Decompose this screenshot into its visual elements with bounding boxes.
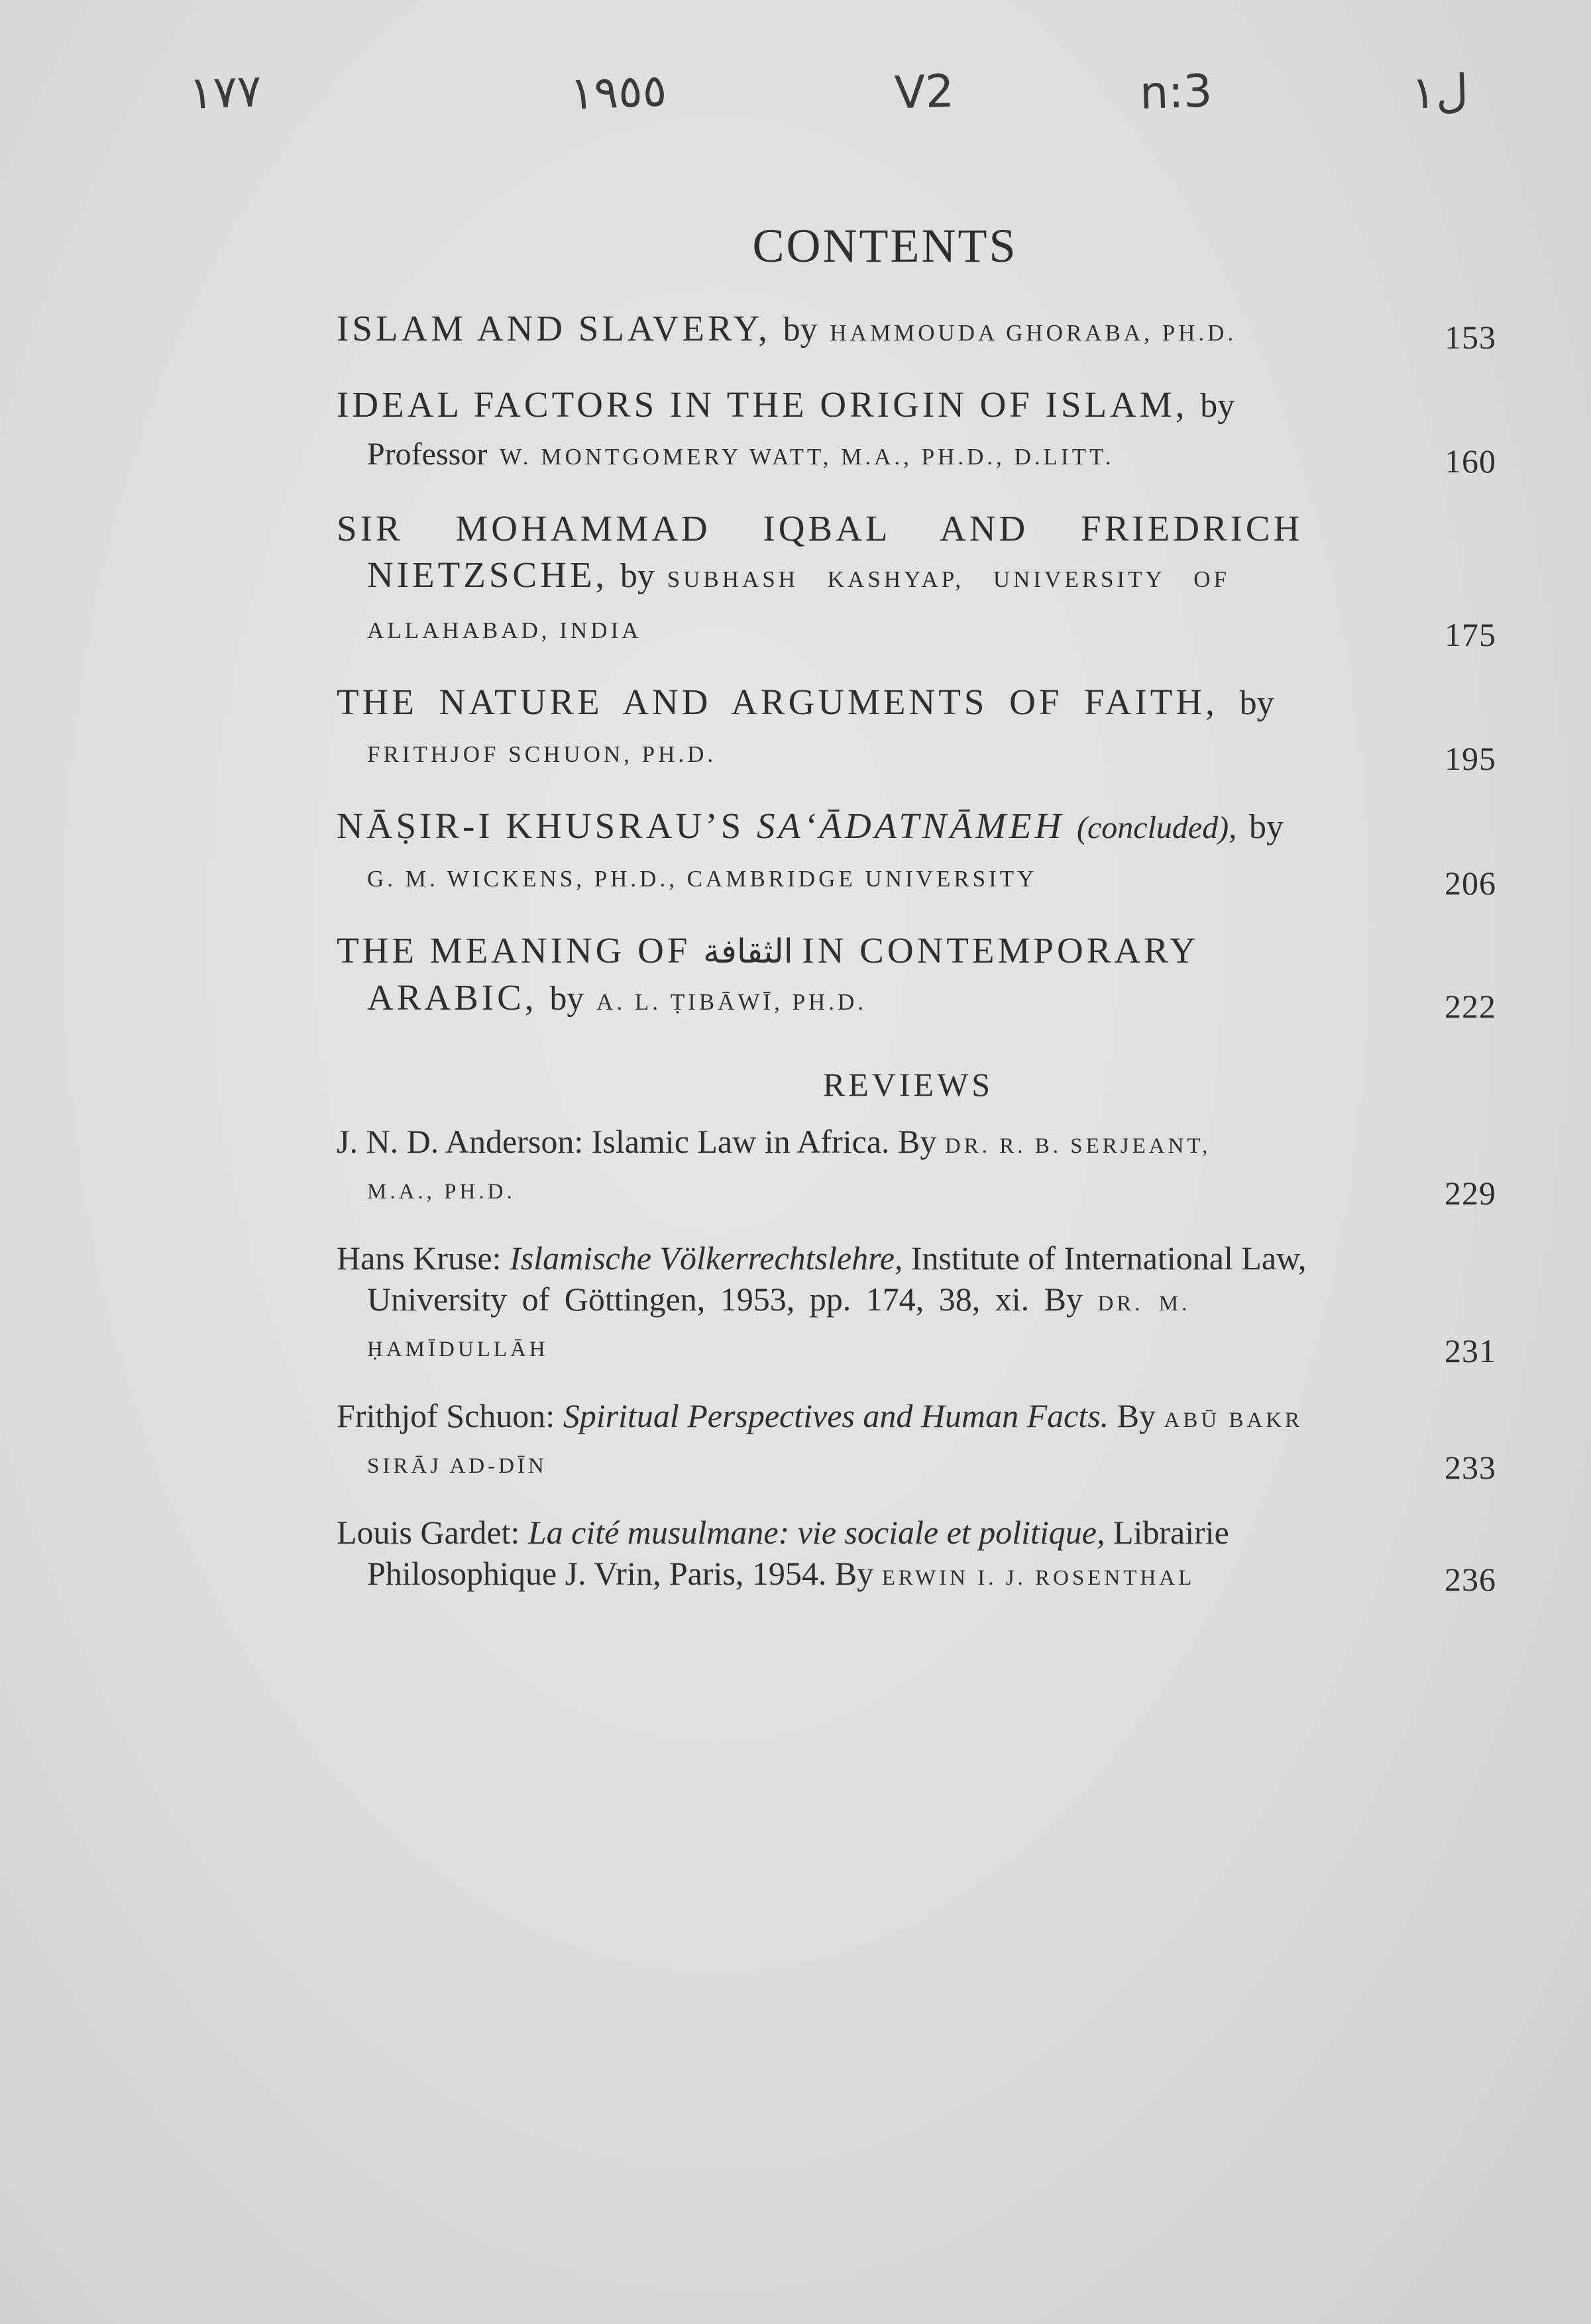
article-title: IDEAL FACTORS IN THE ORIGIN OF ISLAM, [337,384,1188,425]
handwritten-note: ل١ [1410,65,1470,120]
handwritten-note: ١٧٧ [188,65,262,120]
reviewer: ERWIN I. J. ROSENTHAL [881,1566,1195,1590]
page-number: 160 [1445,443,1496,480]
handwritten-note: V2 [893,65,956,120]
toc-entry: IDEAL FACTORS IN THE ORIGIN OF ISLAM, by Professor W. MONTGOMERY WATT, M.A., PH.D., D.LITT. 160 [337,384,1496,480]
page-number: 231 [1445,1332,1496,1369]
reviewer: DR. R. B. SERJEANT, [944,1134,1211,1158]
handwritten-note: n:3 [1138,65,1213,120]
review-entry: Frithjof Schuon: Spiritual Perspectives and Human Facts. By ABŪ BAKR SIRĀJ AD-DĪN 233 [337,1397,1496,1486]
page-number: 206 [1445,865,1496,902]
reviews-heading: REVIEWS [822,1066,994,1103]
contents-page [337,219,1496,1624]
toc-entry: ISLAM AND SLAVERY, by HAMMOUDA GHORABA, PH.D. 153 [337,308,1496,356]
article-title: NĀṢIR-I KHUSRAU’S [337,806,745,846]
article-author: FRITHJOF SCHUON, PH.D. [367,741,717,767]
article-author: W. MONTGOMERY WATT, M.A., PH.D., D.LITT. [500,444,1115,470]
article-title: ISLAM AND SLAVERY, [337,308,771,348]
toc-entry: THE MEANING OF الثقافة IN CONTEMPORARY ARABIC, by A. L. ṬIBĀWĪ, PH.D. 222 [337,930,1496,1025]
article-author: A. L. ṬIBĀWĪ, PH.D. [596,989,867,1015]
page-number: 222 [1445,988,1496,1025]
toc-entry: THE NATURE AND ARGUMENTS OF FAITH, by FRITHJOF SCHUON, PH.D. 195 [337,682,1496,777]
arabic-word: الثقافة [703,932,793,971]
reviewer: ABŪ BAKR [1164,1408,1303,1432]
review-entry: Hans Kruse: Islamische Völkerrechtslehre, Institute of International Law, University of Göttingen, 1953, pp. 174, 38, xi. By DR. M. ḤAMĪDULLĀH 231 [337,1240,1496,1369]
review-entry: Louis Gardet: La cité musulmane: vie sociale et politique, Librairie Philosophique J. Vrin, Paris, 1954. By ERWIN I. J. ROSENTHAL 236 [337,1514,1496,1598]
page-number: 175 [1445,616,1496,653]
page-number: 229 [1445,1175,1496,1212]
article-author: SUBHASH KASHYAP, UNIVERSITY OF [667,566,1231,592]
page-number: 236 [1445,1561,1496,1598]
page-number: 153 [1445,319,1496,356]
handwritten-note: ١٩٥٥ [569,64,668,121]
page-number: 233 [1445,1449,1496,1486]
article-author: HAMMOUDA GHORABA, PH.D. [830,320,1237,346]
article-title: THE NATURE AND ARGUMENTS OF FAITH, [337,682,1218,722]
article-author: G. M. WICKENS, PH.D., CAMBRIDGE UNIVERSITY [367,866,1038,892]
article-title: SIR MOHAMMAD IQBAL AND FRIEDRICH [337,508,1303,549]
page-number: 195 [1445,740,1496,777]
review-entry: J. N. D. Anderson: Islamic Law in Africa. By DR. R. B. SERJEANT, M.A., PH.D. 229 [337,1123,1496,1212]
toc-entry: NĀṢIR-I KHUSRAU’S SA‘ĀDATNĀMEH (concluded), by G. M. WICKENS, PH.D., CAMBRIDGE UNIVERSITY 206 [337,806,1496,902]
page-title: CONTENTS [752,219,1018,272]
article-title: THE MEANING OF [337,930,691,971]
toc-entry: SIR MOHAMMAD IQBAL AND FRIEDRICH NIETZSCHE, by SUBHASH KASHYAP, UNIVERSITY OF ALLAHABAD, INDIA 175 [337,505,1493,654]
reviewer: DR. M. [1097,1292,1191,1316]
